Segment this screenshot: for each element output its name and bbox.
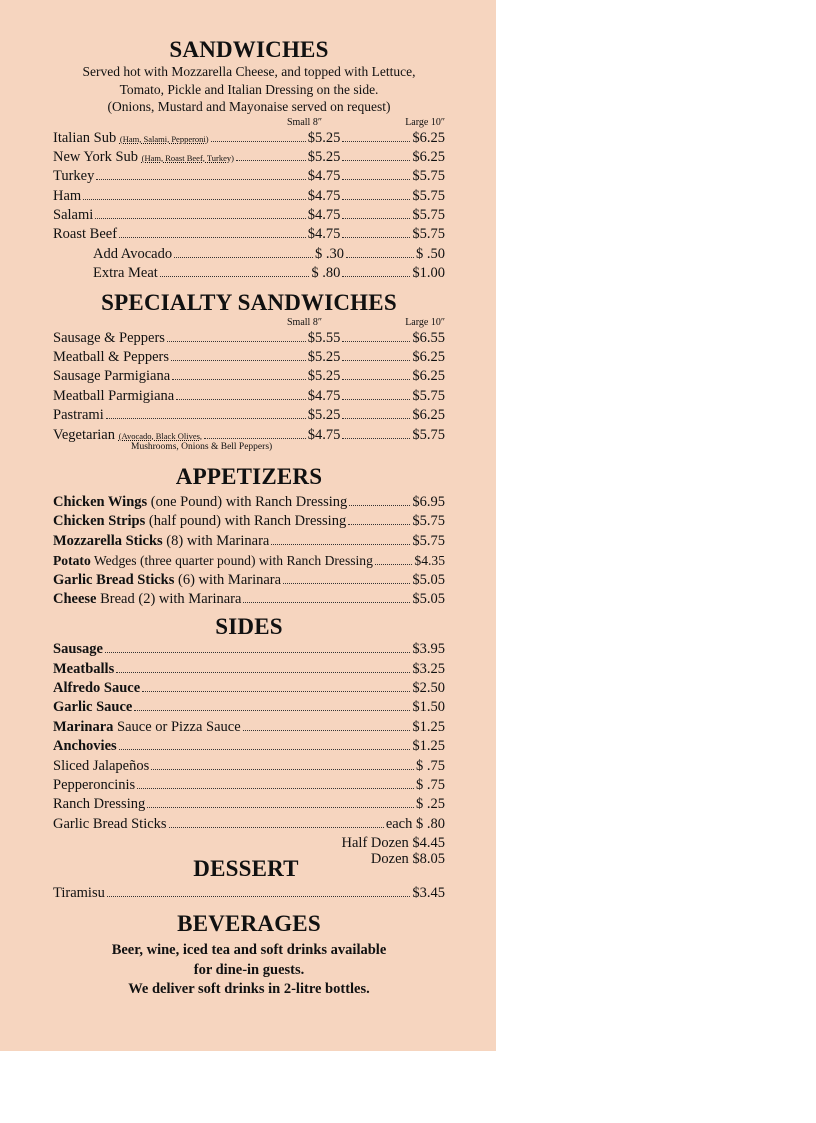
intro-line: Tomato, Pickle and Italian Dressing on the side. bbox=[119, 81, 379, 97]
small-price: $4.75 bbox=[307, 207, 341, 224]
menu-item bbox=[53, 640, 445, 659]
item-label bbox=[53, 571, 281, 590]
menu-item bbox=[53, 348, 445, 367]
small-price: $5.25 bbox=[307, 368, 341, 385]
item-label bbox=[53, 757, 149, 776]
item-name: Turkey bbox=[53, 168, 95, 185]
sides-list bbox=[53, 640, 445, 853]
menu-item bbox=[53, 737, 445, 756]
item-desc: (one Pound) with Ranch Dressing bbox=[147, 493, 348, 510]
vegetarian-note: Mushrooms, Onions & Bell Peppers) bbox=[131, 441, 273, 452]
item-name: Garlic Sauce bbox=[53, 699, 133, 716]
item-price: $4.35 bbox=[414, 553, 445, 569]
large-price: $ .50 bbox=[416, 245, 445, 262]
item-label bbox=[53, 679, 140, 698]
menu-item bbox=[53, 795, 445, 814]
item-price: $2.50 bbox=[412, 680, 445, 697]
large-price: $6.25 bbox=[412, 349, 445, 366]
menu-item bbox=[53, 590, 445, 609]
small-price: $4.75 bbox=[307, 226, 341, 243]
large-price: $6.25 bbox=[412, 129, 445, 146]
item-label bbox=[53, 660, 114, 679]
item-name: Pepperoncinis bbox=[53, 777, 136, 794]
item-label bbox=[53, 795, 145, 814]
item-note: (Ham, Roast Beef, Turkey) bbox=[141, 152, 234, 163]
item-label bbox=[53, 698, 132, 717]
specialty-list bbox=[53, 329, 445, 453]
size-headers bbox=[53, 116, 445, 129]
item-name: Italian Sub bbox=[53, 129, 117, 146]
item-name: Meatballs bbox=[53, 660, 115, 677]
sandwiches-intro bbox=[53, 63, 445, 116]
item-name: Meatball Parmigiana bbox=[53, 387, 175, 404]
item-price: $1.25 bbox=[412, 718, 445, 735]
item-price: $ .75 bbox=[416, 777, 445, 794]
menu-item bbox=[53, 679, 445, 698]
item-price: $ .25 bbox=[416, 796, 445, 813]
item-name: Sausage Parmigiana bbox=[53, 368, 171, 385]
item-name: Marinara bbox=[53, 718, 114, 735]
item-price: $6.95 bbox=[412, 493, 445, 510]
item-label bbox=[53, 532, 269, 551]
appetizers-title: APPETIZERS bbox=[175, 463, 323, 489]
menu-item bbox=[53, 718, 445, 737]
large-price: $5.75 bbox=[412, 226, 445, 243]
large-price: $6.25 bbox=[412, 368, 445, 385]
specialty-title: SPECIALTY SANDWICHES bbox=[101, 289, 397, 315]
item-name: Potato bbox=[53, 553, 91, 569]
sandwiches-title: SANDWICHES bbox=[169, 37, 329, 62]
small-price: $5.25 bbox=[307, 407, 341, 424]
item-name: Pastrami bbox=[53, 407, 104, 424]
item-desc: (6) with Marinara bbox=[174, 571, 282, 588]
menu-item bbox=[53, 225, 445, 244]
item-name: Meatball & Peppers bbox=[53, 349, 169, 366]
menu-item bbox=[53, 206, 445, 225]
large-price: $5.75 bbox=[412, 187, 445, 204]
large-price: $5.75 bbox=[412, 168, 445, 185]
item-name: Anchovies bbox=[53, 738, 117, 755]
menu-item bbox=[53, 532, 445, 551]
small-size-label: Small 8″ bbox=[287, 316, 322, 328]
menu-item bbox=[53, 406, 445, 425]
beverages-title: BEVERAGES bbox=[177, 911, 321, 937]
item-name: Salami bbox=[53, 207, 94, 224]
item-label bbox=[53, 737, 117, 756]
sandwich-list bbox=[53, 129, 445, 284]
small-price: $5.25 bbox=[307, 148, 341, 165]
intro-line: (Onions, Mustard and Mayonaise served on request) bbox=[107, 99, 391, 114]
small-price: $ .30 bbox=[315, 245, 344, 262]
menu-item bbox=[53, 367, 445, 386]
large-price: $5.75 bbox=[412, 387, 445, 404]
large-size-label: Large 10″ bbox=[405, 316, 445, 328]
menu-item bbox=[53, 884, 445, 903]
small-price: $5.55 bbox=[307, 329, 341, 346]
small-price: $5.25 bbox=[307, 129, 341, 146]
beverage-line: Beer, wine, iced tea and soft drinks available bbox=[111, 942, 387, 959]
menu-item bbox=[53, 776, 445, 795]
item-price: $5.75 bbox=[412, 532, 445, 549]
item-label bbox=[53, 718, 241, 737]
item-desc: Bread (2) with Marinara bbox=[96, 590, 242, 607]
item-name: Ranch Dressing bbox=[53, 796, 146, 813]
item-name: Chicken Strips bbox=[53, 513, 146, 530]
item-label bbox=[53, 512, 346, 531]
item-price: $1.25 bbox=[412, 738, 445, 755]
menu-item bbox=[53, 815, 445, 834]
sides-title: SIDES bbox=[215, 614, 283, 640]
item-name: Sausage & Peppers bbox=[53, 329, 165, 346]
item-name: Sausage bbox=[53, 641, 103, 658]
small-price: $5.25 bbox=[307, 349, 341, 366]
dessert-title: DESSERT bbox=[193, 855, 299, 881]
large-price: $1.00 bbox=[412, 265, 445, 282]
item-price: $ .75 bbox=[416, 757, 445, 774]
item-label bbox=[53, 776, 135, 795]
small-price: $4.75 bbox=[307, 168, 341, 185]
small-price: $ .80 bbox=[311, 265, 341, 282]
size-headers bbox=[53, 316, 445, 329]
item-desc: Wedges (three quarter pound) with Ranch Dressing bbox=[90, 553, 373, 569]
item-name: New York Sub bbox=[53, 148, 139, 165]
menu-item bbox=[53, 187, 445, 206]
item-price: $3.95 bbox=[412, 641, 445, 658]
item-name: Cheese bbox=[53, 590, 97, 607]
menu-item bbox=[53, 493, 445, 512]
item-name: Garlic Bread Sticks bbox=[53, 571, 175, 588]
item-name: Alfredo Sauce bbox=[53, 680, 141, 697]
dessert-header bbox=[53, 850, 445, 881]
item-label bbox=[53, 590, 241, 609]
item-label bbox=[53, 815, 167, 834]
item-price: each $ .80 bbox=[385, 815, 445, 832]
small-price: $4.75 bbox=[307, 426, 341, 443]
item-name: Tiramisu bbox=[53, 884, 105, 901]
small-size-label: Small 8″ bbox=[287, 116, 322, 128]
item-name: Garlic Bread Sticks bbox=[53, 815, 167, 832]
menu-item bbox=[53, 698, 445, 717]
large-price: $6.25 bbox=[412, 407, 445, 424]
item-label bbox=[53, 493, 347, 512]
item-desc: (half pound) with Ranch Dressing bbox=[145, 513, 347, 530]
menu-item bbox=[53, 660, 445, 679]
item-price: $5.05 bbox=[412, 571, 445, 588]
item-name: Roast Beef bbox=[53, 226, 118, 243]
menu-item bbox=[53, 512, 445, 531]
small-price: $4.75 bbox=[307, 387, 341, 404]
menu-item bbox=[53, 387, 445, 406]
item-price: $1.50 bbox=[412, 699, 445, 716]
item-name: Mozzarella Sticks bbox=[53, 532, 163, 549]
item-name: Vegetarian bbox=[53, 426, 115, 443]
large-size-label: Large 10″ bbox=[405, 116, 445, 128]
item-name: Extra Meat bbox=[93, 265, 158, 282]
dozen-price: Dozen $8.05 bbox=[370, 850, 445, 867]
item-name: Add Avocado bbox=[93, 245, 173, 262]
intro-line: Served hot with Mozzarella Cheese, and topped with Lettuce, bbox=[82, 64, 416, 79]
large-price: $6.25 bbox=[412, 148, 445, 165]
menu-content bbox=[53, 0, 445, 1000]
small-price: $4.75 bbox=[307, 187, 341, 204]
menu-item bbox=[53, 551, 445, 570]
menu-item bbox=[53, 167, 445, 186]
large-price: $5.75 bbox=[412, 207, 445, 224]
item-name: Sliced Jalapeños bbox=[53, 757, 150, 774]
menu-item bbox=[53, 571, 445, 590]
beverages-text bbox=[53, 941, 445, 1000]
beverage-line: We deliver soft drinks in 2-litre bottles. bbox=[128, 981, 370, 998]
menu-item bbox=[53, 148, 445, 167]
menu-item bbox=[53, 757, 445, 776]
half-dozen-price: Half Dozen $4.45 bbox=[341, 835, 445, 852]
large-price: $6.55 bbox=[412, 329, 445, 346]
menu-item bbox=[53, 329, 445, 348]
appetizer-list bbox=[53, 493, 445, 609]
item-desc: Sauce or Pizza Sauce bbox=[113, 718, 241, 735]
item-note: (Avocado, Black Olives, bbox=[118, 430, 203, 441]
item-price: $5.75 bbox=[412, 513, 445, 530]
beverage-line: for dine-in guests. bbox=[193, 961, 305, 978]
item-price: $3.25 bbox=[412, 660, 445, 677]
menu-item bbox=[53, 264, 445, 283]
item-price: $3.45 bbox=[412, 884, 445, 901]
item-label bbox=[53, 640, 103, 659]
dessert-list bbox=[53, 884, 445, 903]
menu-item bbox=[53, 245, 445, 264]
item-label bbox=[53, 551, 373, 570]
item-note: (Ham, Salami, Pepperoni) bbox=[119, 133, 209, 144]
menu-item bbox=[53, 129, 445, 148]
item-name: Chicken Wings bbox=[53, 493, 148, 510]
item-name: Ham bbox=[53, 187, 82, 204]
item-desc: (8) with Marinara bbox=[162, 532, 270, 549]
large-price: $5.75 bbox=[412, 426, 445, 443]
item-price: $5.05 bbox=[412, 590, 445, 607]
